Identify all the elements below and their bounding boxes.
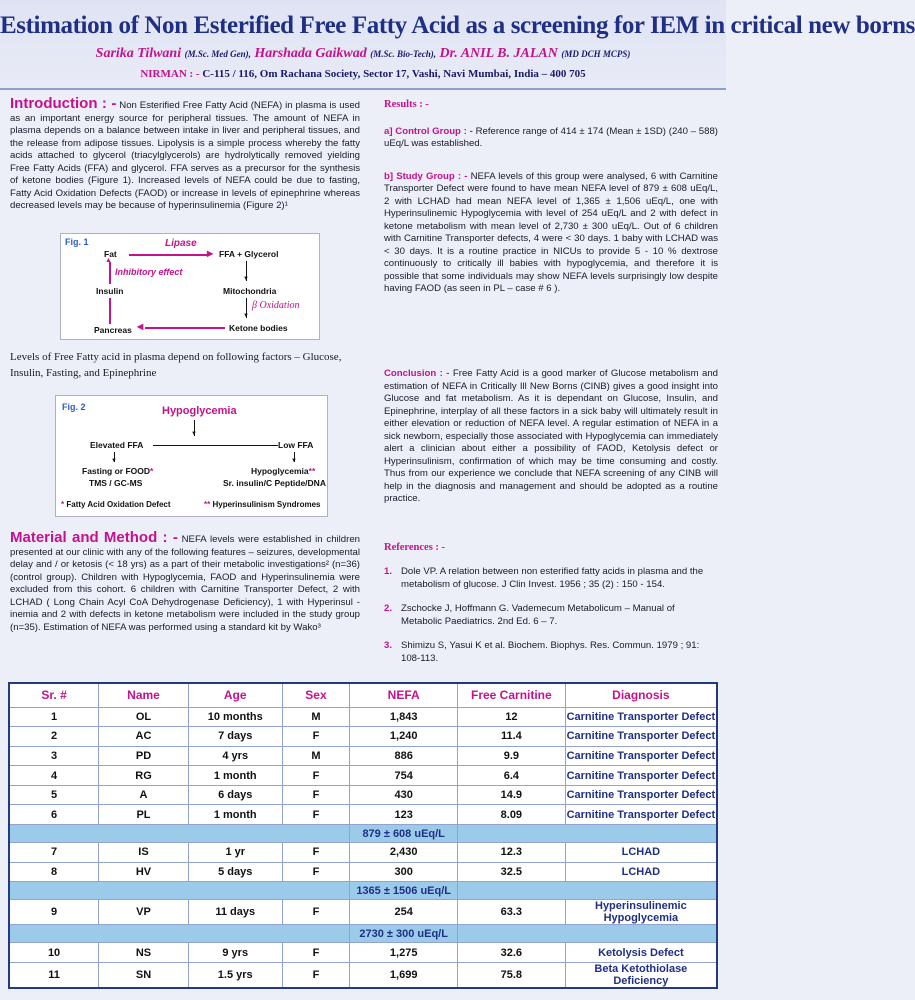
table-cell: 754	[350, 766, 458, 786]
band-spacer	[457, 825, 717, 843]
table-cell: 6 days	[188, 785, 282, 805]
table-cell: 8.09	[457, 805, 565, 825]
conclusion-text: Free Fatty Acid is a good marker of Glucose metabolism and estimation of NEFA in Critically Ill New Borns (CINB) gives a good insight into Glucose and fat metabolism. As it is dependant on Glucose, Insulin, and Epinephrine, interplay of all these factors in a sick baby will ultimately result in either elevation or reduction of NEFA level. A regular estimation of NEFA in a sick newborn, especially those associated with Hypoglycemia can immediately alert a clinician about either a possibility of FAOD, Ketolysis defect or Hyperinsulinism, confirmation of which may be time consuming and costly. Thus from our experience we conclude that NEFA screening of any CINB will help in the diagnosis and management and should be adopted as a routine practice.	[384, 368, 718, 504]
nirman-label: NIRMAN : -	[140, 68, 200, 80]
poster-title: Estimation of Non Esterified Free Fatty Acid as a screening for IEM in critical new borns	[0, 12, 915, 39]
table-cell: SN	[99, 962, 189, 988]
table-body	[9, 707, 717, 988]
address-line	[0, 68, 726, 80]
table-row	[9, 843, 717, 863]
references-heading: References : -	[384, 542, 446, 553]
table-row	[9, 727, 717, 747]
author-name: Harshada Gaikwad	[254, 46, 367, 61]
table-cell: A	[99, 785, 189, 805]
table-cell: M	[282, 746, 350, 766]
table-cell: Carnitine Transporter Defect	[565, 727, 717, 747]
column-header: Diagnosis	[565, 683, 717, 707]
reference-number: 2.	[384, 603, 393, 614]
table-cell: 11	[9, 962, 99, 988]
introduction-heading: Introduction : -	[10, 95, 117, 112]
table-cell: 1 month	[188, 766, 282, 786]
fig1-ketone-bodies: Ketone bodies	[229, 323, 288, 333]
author-qualification: (MD DCH MCPS)	[561, 49, 631, 59]
table-cell: 11.4	[457, 727, 565, 747]
table-row	[9, 900, 717, 925]
fig2-tms: TMS / GC-MS	[89, 478, 143, 488]
fig1-pancreas: Pancreas	[94, 325, 132, 335]
table-cell: HV	[99, 862, 189, 882]
table-cell: 300	[350, 862, 458, 882]
table-cell: 1 month	[188, 805, 282, 825]
table-cell: VP	[99, 900, 189, 925]
table-cell: 6.4	[457, 766, 565, 786]
fig1-beta-oxidation: β Oxidation	[252, 300, 300, 311]
table-cell: PL	[99, 805, 189, 825]
references-heading-wrap	[384, 542, 718, 555]
column-header: Free Carnitine	[457, 683, 565, 707]
band-mean-value: 879 ± 608 uEq/L	[350, 825, 458, 843]
introduction-text: Non Esterified Free Fatty Acid (NEFA) in plasma is used as an important energy source for peripheral tissues. The amount of NEFA in plasma depends on a balance between intake in liver and peripheral tissues, and the release from adipose tissues. Lipolysis is a simple process whereby the fatty acids attached to glycerol (triacylglycerols) are hydrolytically removed yielding Free Fatty Acids (FFA) and glycerol. FFA serves as a precursor for the synthesis of ketone bodies (Figure 1). Increased levels of NEFA could be due to fasting, Fatty Acid Oxidation Defects (FAOD) or increase in levels of epinephrine whereas decreased levels may be because of hyperinsulinemia (Figure 2)¹	[10, 100, 360, 211]
band-spacer	[457, 882, 717, 900]
table-row	[9, 707, 717, 727]
table-cell: 5	[9, 785, 99, 805]
fig1-inhibitory: Inhibitory effect	[115, 267, 183, 277]
control-group	[384, 126, 718, 151]
control-heading: a] Control Group : -	[384, 125, 473, 137]
fig2-legend-1: * Fatty Acid Oxidation Defect	[61, 500, 171, 509]
author-line	[0, 46, 726, 62]
fig2-fasting-food: Fasting or FOOD*	[82, 466, 154, 476]
reference-text: Zschocke J, Hoffmann G. Vademecum Metabolicum – Manual of Metabolic Paediatrics. 2nd Ed. 6 – 7.	[401, 603, 675, 627]
mean-band-row	[9, 925, 717, 943]
table-cell: 6	[9, 805, 99, 825]
table-row	[9, 962, 717, 988]
fig1-fat: Fat	[104, 249, 117, 259]
table-cell: LCHAD	[565, 843, 717, 863]
table-row	[9, 943, 717, 963]
table-cell: 10	[9, 943, 99, 963]
reference-text: Dole VP. A relation between non esterified fatty acids in plasma and the metabolism of glucose. J Clin Invest. 1956 ; 35 (2) : 150 - 154.	[401, 566, 704, 590]
table-cell: 5 days	[188, 862, 282, 882]
introduction-section	[10, 96, 360, 213]
conclusion-heading: Conclusion : -	[384, 368, 450, 379]
table-cell: 1,240	[350, 727, 458, 747]
table-cell: 3	[9, 746, 99, 766]
table-cell: 1	[9, 707, 99, 727]
method-section	[10, 530, 360, 634]
results-section	[384, 99, 718, 296]
table-cell: Carnitine Transporter Defect	[565, 805, 717, 825]
table-cell: AC	[99, 727, 189, 747]
reference-item	[384, 566, 718, 591]
band-mean-value: 2730 ± 300 uEq/L	[350, 925, 458, 943]
table-cell: IS	[99, 843, 189, 863]
fig2-hypoglycemia: Hypoglycemia	[162, 405, 237, 417]
table-cell: F	[282, 862, 350, 882]
table-cell: 12	[457, 707, 565, 727]
table-cell: 8	[9, 862, 99, 882]
table-cell: 9	[9, 900, 99, 925]
factors-text: Levels of Free Fatty acid in plasma depend on following factors – Glucose, Insulin, Fasting, and Epinephrine	[10, 351, 342, 379]
fig2-hypoglycemia-2: Hypoglycemia**	[251, 466, 316, 476]
table-cell: F	[282, 727, 350, 747]
table-cell: 9 yrs	[188, 943, 282, 963]
ketone-to-pancreas-arrow	[145, 327, 225, 329]
mean-band-row	[9, 825, 717, 843]
nirman-address: C-115 / 116, Om Rachana Society, Sector 17, Vashi, Navi Mumbai, India – 400 705	[202, 68, 586, 80]
table-cell: Carnitine Transporter Defect	[565, 785, 717, 805]
table-cell: 14.9	[457, 785, 565, 805]
table-cell: 10 months	[188, 707, 282, 727]
table-cell: 2	[9, 727, 99, 747]
table-cell: M	[282, 707, 350, 727]
results-heading: Results : -	[384, 99, 429, 110]
mean-band-row	[9, 882, 717, 900]
table-cell: F	[282, 766, 350, 786]
table-cell: 12.3	[457, 843, 565, 863]
column-header: Age	[188, 683, 282, 707]
author-name: Dr. ANIL B. JALAN	[439, 46, 558, 61]
column-header: Sex	[282, 683, 350, 707]
table-cell: 75.8	[457, 962, 565, 988]
references-list	[384, 566, 718, 677]
author-qualification: (M.Sc. Med Gen),	[184, 49, 251, 59]
table-cell: F	[282, 805, 350, 825]
reference-number: 1.	[384, 566, 393, 577]
table-header-row	[9, 683, 717, 707]
fig1-mitochondria: Mitochondria	[223, 286, 277, 296]
table-cell: 123	[350, 805, 458, 825]
table-cell: 11 days	[188, 900, 282, 925]
table-cell: 254	[350, 900, 458, 925]
method-text: NEFA levels were established in children presented at our clinic with any of the following features – seizures, developmental delay and / or ketosis (< 18 yrs) as a part of their metabolic investigations² (n=36) (control group). Children with Hypoglycemia, FAOD and Hyperinsulinemia were excluded from this cohort. 6 children with Carnitine Transporter Defect, 2 with LCHAD ( Long Chain Acyl CoA Dehydrogenase Deficiency), 1 with Hyperinsul - inemia and 2 with defects in ketone metabolism were included in the study group (n=35). Estimation of NEFA was performed using a standard kit by Wako³	[10, 534, 361, 633]
fig1-label: Fig. 1	[65, 237, 89, 247]
fig1-insulin: Insulin	[96, 286, 124, 296]
study-heading: b] Study Group : -	[384, 170, 468, 182]
table-cell: 9.9	[457, 746, 565, 766]
fig2-insulin-c: Sr. insulin/C Peptide/DNA	[223, 478, 326, 488]
fig2-elevated: Elevated FFA	[90, 440, 144, 450]
control-text: Reference range of 414 ± 174 (Mean ± 1SD) (240 – 588) uEq/L was established.	[384, 125, 718, 149]
fig1-ffa-glycerol: FFA + Glycerol	[219, 249, 279, 259]
table-cell: 886	[350, 746, 458, 766]
table-row	[9, 746, 717, 766]
study-text: NEFA levels of this group were analysed, 6 with Carnitine Transporter Defect were found to have mean NEFA level of 879 ± 608 uEq/L, 2 with LCHAD had mean NEFA level of 1,365 ± 1,506 uEq/L, one with Hyperinsulinemic Hypoglycemia with level of 254 uEq/L and 2 with defect in ketone metabolism with mean level of 2,730 ± 300 uEq/L. Out of 6 children with Carnitine Transporter defects, 4 were < 30 days. 1 baby with LCHAD was < 30 days. It is a routine practice in NICUs to provide 5 - 10 % dextrose continuously to critically ill babies with hypoglycemia, and therefore it is possible that some individuals may show NEFA levels surprisingly low despite having FAOD (as seen in PL – case # 6 ).	[384, 170, 718, 294]
table-cell: 32.5	[457, 862, 565, 882]
fat-to-ffa-arrow	[129, 254, 209, 256]
reference-number: 3.	[384, 640, 393, 651]
table-cell: Carnitine Transporter Defect	[565, 766, 717, 786]
table-cell: Hyperinsulinemic Hypoglycemia	[565, 900, 717, 925]
table-cell: 32.6	[457, 943, 565, 963]
fig1-lipase: Lipase	[165, 238, 197, 249]
table-cell: 1.5 yrs	[188, 962, 282, 988]
table-cell: F	[282, 943, 350, 963]
author-name: Sarika Tilwani	[95, 46, 182, 61]
band-spacer	[9, 882, 350, 900]
band-spacer	[9, 825, 350, 843]
table-cell: RG	[99, 766, 189, 786]
table-cell: 1,843	[350, 707, 458, 727]
reference-item	[384, 640, 718, 665]
method-heading: Material and Method : -	[10, 529, 178, 546]
reference-text: Shimizu S, Yasui K et al. Biochem. Biophys. Res. Commun. 1979 ; 91: 108-113.	[401, 640, 700, 664]
table-cell: 1,699	[350, 962, 458, 988]
reference-item	[384, 603, 718, 628]
table-row	[9, 862, 717, 882]
table-cell: 1,275	[350, 943, 458, 963]
band-mean-value: 1365 ± 1506 uEq/L	[350, 882, 458, 900]
table-cell: F	[282, 900, 350, 925]
table-cell: NS	[99, 943, 189, 963]
table-row	[9, 766, 717, 786]
conclusion-section	[384, 368, 718, 506]
patient-table	[8, 682, 718, 989]
fig2-label: Fig. 2	[62, 402, 86, 412]
fig2-low: Low FFA	[278, 440, 314, 450]
table-cell: 430	[350, 785, 458, 805]
fig2-legend-2: ** Hyperinsulinism Syndromes	[204, 500, 321, 509]
column-header: Sr. #	[9, 683, 99, 707]
table-cell: F	[282, 843, 350, 863]
table-cell: F	[282, 962, 350, 988]
table-cell: 1 yr	[188, 843, 282, 863]
author-qualification: (M.Sc. Bio-Tech),	[370, 49, 436, 59]
table-cell: LCHAD	[565, 862, 717, 882]
study-group	[384, 171, 718, 296]
band-spacer	[9, 925, 350, 943]
table-row	[9, 805, 717, 825]
table-cell: 63.3	[457, 900, 565, 925]
table-cell: 4	[9, 766, 99, 786]
table-cell: Carnitine Transporter Defect	[565, 746, 717, 766]
table-cell: 4 yrs	[188, 746, 282, 766]
inhibitory-arrow	[109, 262, 111, 284]
table-cell: Ketolysis Defect	[565, 943, 717, 963]
table-cell: F	[282, 785, 350, 805]
column-header: NEFA	[350, 683, 458, 707]
figure-1: Fig. 1 Fat Lipase ▶ FFA + Glycerol ▲ Inhibitory effect Insulin ▼ Mitochondria ▼ β Oxidation Pancreas ◀ Ketone bodies	[60, 233, 320, 340]
table-cell: 7 days	[188, 727, 282, 747]
table-cell: Carnitine Transporter Defect	[565, 707, 717, 727]
poster-header	[0, 0, 915, 90]
table-row	[9, 785, 717, 805]
table-cell: 7	[9, 843, 99, 863]
table-cell: OL	[99, 707, 189, 727]
table-cell: Beta Ketothiolase Deficiency	[565, 962, 717, 988]
figure-2: Fig. 2 Hypoglycemia ▼ Elevated FFA Low FFA ▼ ▼ Fasting or FOOD* Hypoglycemia** TMS / GC-MS Sr. insulin/C Peptide/DNA * Fatty Acid Oxidation Defect ** Hyperinsulinism Syndromes	[55, 395, 328, 517]
band-spacer	[457, 925, 717, 943]
table-cell: PD	[99, 746, 189, 766]
column-header: Name	[99, 683, 189, 707]
table-cell: 2,430	[350, 843, 458, 863]
